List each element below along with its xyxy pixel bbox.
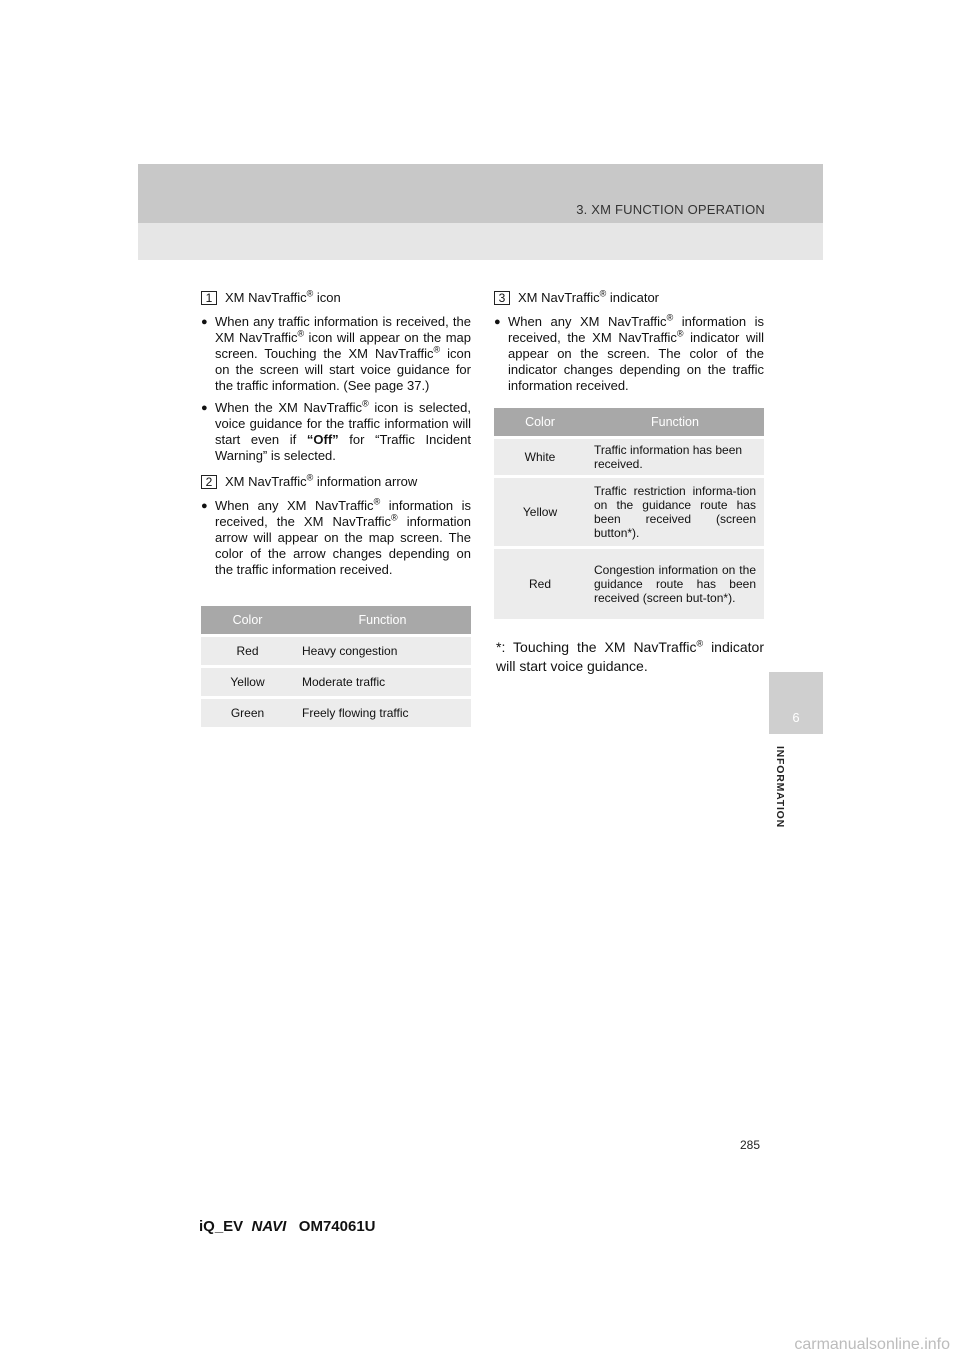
table-row: [201, 668, 471, 696]
item-2-title-suffix: information arrow: [313, 474, 418, 489]
indicator-color-table: [494, 405, 764, 622]
table-row: [201, 699, 471, 727]
item-1-number: 1: [201, 291, 217, 305]
item-3-title-suffix: indicator: [606, 290, 660, 305]
item-1-title: XM NavTraffic: [225, 290, 307, 305]
col-header-function: Function: [294, 606, 471, 634]
item-2-heading: [201, 474, 471, 494]
item-2-bullet-1: ● When any XM NavTraffic® information is received, the XM NavTraffic® information arrow will appear on the map screen. The color of the arrow changes depending on the traffic information received.: [201, 498, 471, 578]
doc-code-part1: iQ_EV: [199, 1218, 244, 1235]
section-title: 3. XM FUNCTION OPERATION: [576, 202, 765, 217]
table-cell-function: Traffic restriction informa-tion on the guidance route has been received (screen button*).: [586, 478, 764, 546]
table-cell-function: Moderate traffic: [294, 668, 471, 696]
doc-code-part3: OM74061U: [298, 1218, 376, 1235]
header-top-bar: [138, 164, 823, 223]
item-2-title: XM NavTraffic: [225, 474, 307, 489]
table-header-row: [494, 408, 764, 436]
watermark: carmanualsonline.info: [794, 1336, 950, 1353]
document-code: [199, 1218, 376, 1235]
table-header-row: [201, 606, 471, 634]
reg-mark: ®: [696, 638, 704, 649]
table-row: [201, 637, 471, 665]
table-cell-color: Red: [201, 637, 294, 665]
chapter-label: [770, 745, 790, 835]
chapter-label-text: INFORMATION: [774, 745, 786, 829]
col-header-function: Function: [586, 408, 764, 436]
reg-mark: ®: [306, 288, 314, 299]
footnote: [496, 638, 764, 676]
table-cell-color: Yellow: [494, 478, 586, 546]
footnote-prefix: *: Touching the XM NavTraffic: [496, 639, 697, 655]
item-2-number: 2: [201, 475, 217, 489]
header-band: [138, 164, 823, 260]
item-3-bullet-1: ● When any XM NavTraffic® information is received, the XM NavTraffic® indicator will appear on the screen. The color of the indicator changes depending on the traffic information received.: [494, 314, 764, 394]
left-column: [201, 290, 471, 578]
col-header-color: Color: [494, 408, 586, 436]
table-cell-color: Green: [201, 699, 294, 727]
table-row: [494, 549, 764, 619]
chapter-tab: [769, 672, 823, 734]
table-cell-color: Red: [494, 549, 586, 619]
item-3-heading: [494, 290, 764, 310]
table-cell-function: Traffic information has been received.: [586, 439, 764, 475]
item-1-heading: [201, 290, 471, 310]
item-1-title-suffix: icon: [313, 290, 341, 305]
table-cell-function: Heavy congestion: [294, 637, 471, 665]
table-cell-color: Yellow: [201, 668, 294, 696]
table-row: [494, 478, 764, 546]
table-cell-function: Congestion information on the guidance route has been received (screen but-ton*).: [586, 549, 764, 619]
doc-code-part2: NAVI: [251, 1218, 287, 1235]
item-1-bullet-1: ● When any traffic information is received, the XM NavTraffic® icon will appear on the map screen. Touching the XM NavTraffic® icon on the screen will start voice guidance for the traffic information. (See page 37.): [201, 314, 471, 394]
page-number: 285: [740, 1138, 761, 1152]
table-cell-color: White: [494, 439, 586, 475]
arrow-color-table: [201, 603, 471, 730]
col-header-color: Color: [201, 606, 294, 634]
item-3-title: XM NavTraffic: [518, 290, 600, 305]
reg-mark: ®: [306, 472, 314, 483]
footnote-suffix: indicator will start voice guidance.: [496, 639, 764, 674]
reg-mark: ®: [599, 288, 607, 299]
chapter-number: 6: [792, 710, 800, 725]
item-3-number: 3: [494, 291, 510, 305]
table-cell-function: Freely flowing traffic: [294, 699, 471, 727]
table-row: [494, 439, 764, 475]
right-column: [494, 290, 764, 394]
item-1-bullet-2: ● When the XM NavTraffic® icon is selected, voice guidance for the traffic information will start even if “Off” for “Traffic Incident Warning” is selected.: [201, 400, 471, 464]
